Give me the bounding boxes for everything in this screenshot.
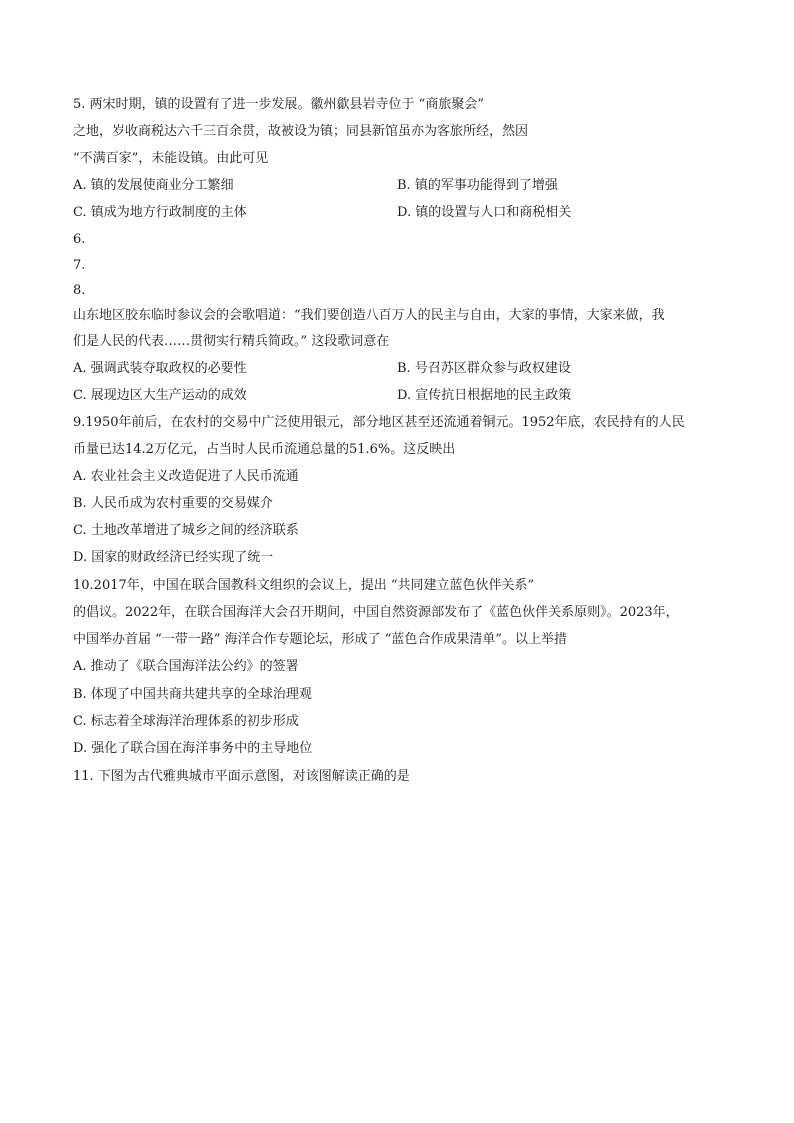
q10-option-b: B. 体现了中国共商共建共享的全球治理观	[73, 687, 312, 702]
q9-option-d: D. 国家的财政经济已经实现了统一	[73, 550, 274, 565]
q8-stem-line2: 们是人民的代表……贯彻实行精兵简政。” 这段歌词意在	[73, 334, 390, 349]
q5-option-c: C. 镇成为地方行政制度的主体	[73, 205, 247, 220]
q9-stem-line2: 币量已达14.2万亿元，占当时人民币流通总量的51.6%。这反映出	[73, 442, 456, 457]
q10-stem-line2: 的倡议。2022年，在联合国海洋大会召开期间，中国自然资源部发布了《蓝色伙伴关系原则》。2023年，	[73, 605, 679, 620]
q10-stem-line3: 中国举办首届 “一带一路” 海洋合作专题论坛，形成了 “蓝色合作成果清单”。以上举措	[73, 632, 567, 647]
q8-stem-line1: 山东地区胶东临时参议会的会歌唱道：“我们要创造八百万人的民主与自由，大家的事情，大家来做，我	[73, 308, 665, 323]
q8-option-a: A. 强调武装夺取政权的必要性	[73, 361, 247, 376]
q5-stem-line2: 之地，岁收商税达六千三百余贯，故被设为镇；同县新馆虽亦为客旅所经，然因	[73, 124, 529, 139]
q5-stem-line1: 5. 两宋时期，镇的设置有了进一步发展。徽州歙县岩寺位于 “商旅聚会”	[73, 97, 484, 112]
q8-option-d: D. 宣传抗日根据地的民主政策	[397, 388, 572, 403]
q5-option-a: A. 镇的发展使商业分工繁细	[73, 178, 234, 193]
q9-option-c: C. 土地改革增进了城乡之间的经济联系	[73, 523, 299, 538]
q8-option-b: B. 号召苏区群众参与政权建设	[397, 361, 571, 376]
q10-option-a: A. 推动了《联合国海洋法公约》的签署	[73, 659, 299, 674]
q9-option-a: A. 农业社会主义改造促进了人民币流通	[73, 469, 299, 484]
q8-option-c: C. 展现边区大生产运动的成效	[73, 388, 247, 403]
q8-number: 8.	[73, 283, 86, 298]
q9-stem-line1: 9.1950年前后，在农村的交易中广泛使用银元，部分地区甚至还流通着铜元。1952年底，农民持有的人民	[73, 415, 685, 430]
q10-stem-line1: 10.2017年，中国在联合国教科文组织的会议上，提出 “共同建立蓝色伙伴关系”	[73, 578, 535, 593]
q6-number: 6.	[73, 232, 86, 247]
q5-stem-line3: “不满百家”，未能设镇。由此可见	[73, 151, 269, 166]
q9-option-b: B. 人民币成为农村重要的交易媒介	[73, 496, 273, 511]
q5-option-d: D. 镇的设置与人口和商税相关	[397, 205, 572, 220]
q5-option-b: B. 镇的军事功能得到了增强	[397, 178, 558, 193]
q11-stem-line1: 11. 下图为古代雅典城市平面示意图，对该图解读正确的是	[73, 769, 410, 784]
q7-number: 7.	[73, 258, 86, 273]
q10-option-c: C. 标志着全球海洋治理体系的初步形成	[73, 714, 299, 729]
q10-option-d: D. 强化了联合国在海洋事务中的主导地位	[73, 741, 313, 756]
